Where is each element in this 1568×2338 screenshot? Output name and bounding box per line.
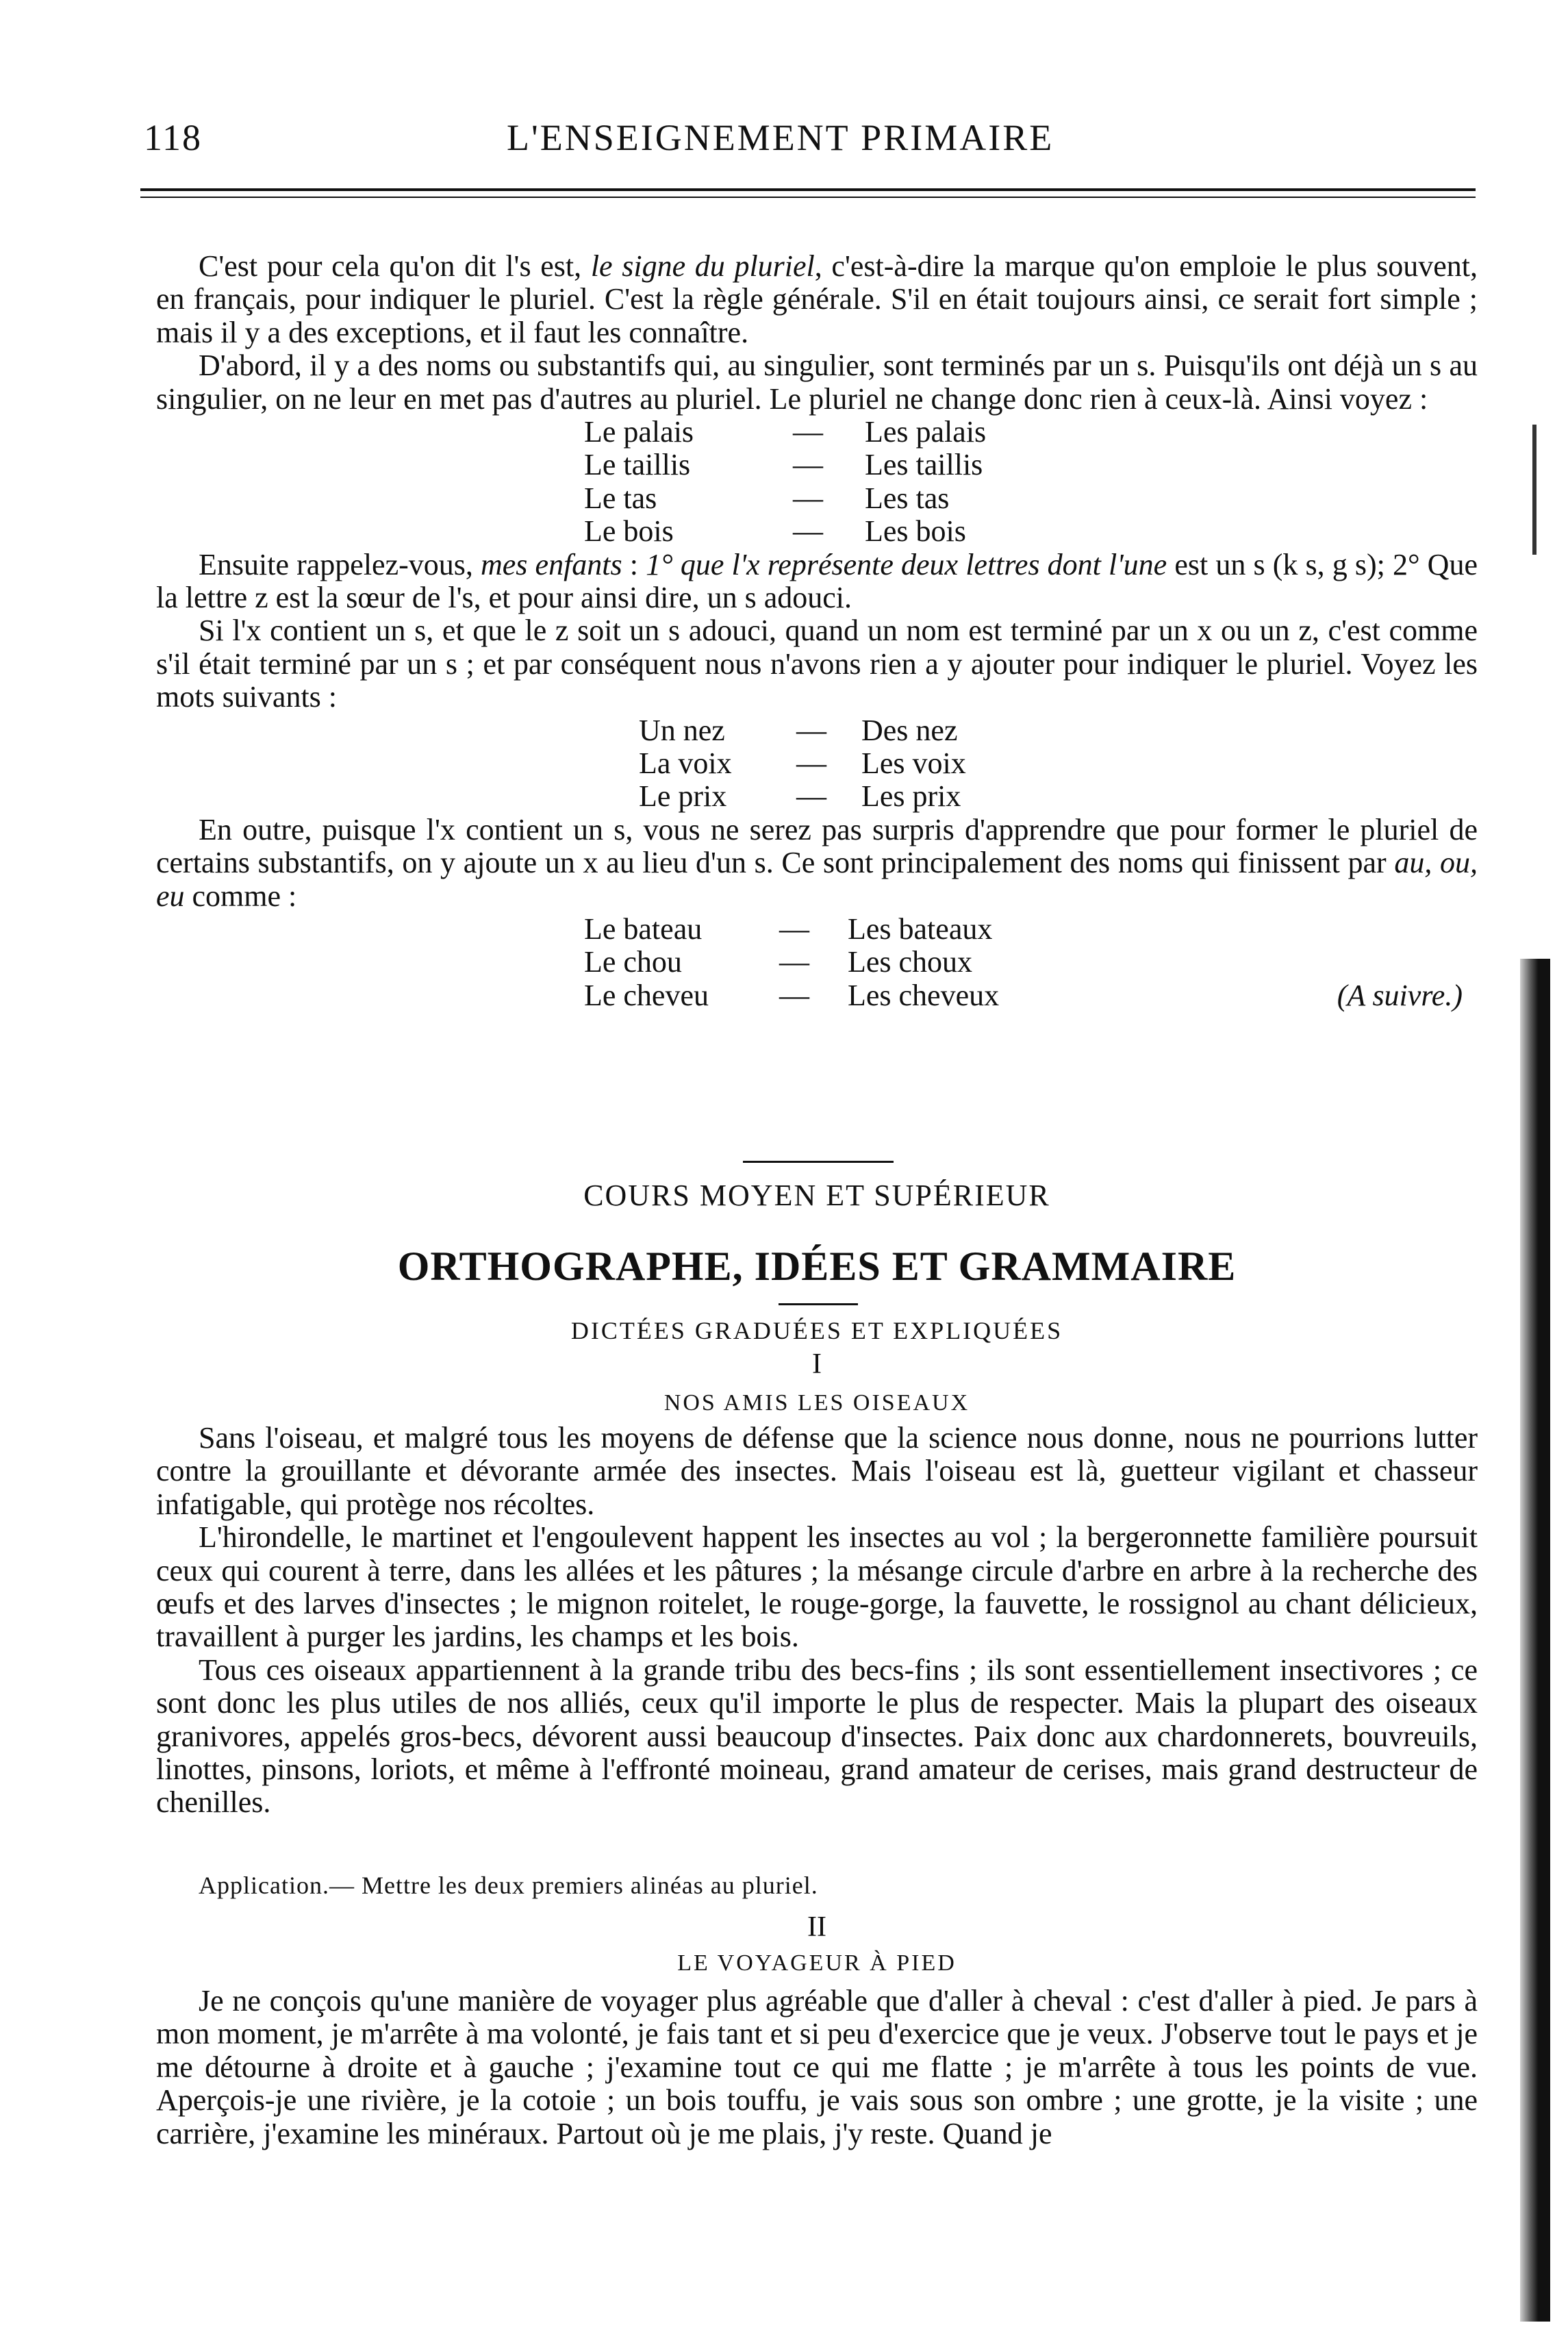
header-rule-thin: [140, 197, 1476, 198]
paragraph: Si l'x contient un s, et que le z soit un s adouci, quand un nom est terminé par un x ou un z, c'est comme s'il était terminé par un s ; et par conséquent nous n'avons rien a y ajouter pour indiquer le pluriel. Voyez les mots suivants :: [156, 614, 1478, 714]
application-note: Application.— Mettre les deux premiers alinéas au pluriel.: [199, 1872, 818, 1899]
example-row: Le prix — Les prix: [639, 779, 961, 814]
dictation-number: I: [812, 1348, 822, 1380]
lesson-body: [156, 250, 1478, 1012]
paragraph: Je ne conçois qu'une manière de voyager plus agréable que d'aller à cheval : c'est d'aller à pied. Je pars à mon moment, je m'arrête à ma volonté, je fais tant et si peu d'exercice que je veux. J'observe tout le pays et je me détourne à droite et à gauche ; j'examine tout ce qui me flatte ; je m'arrête à tous les points de vue. Aperçois-je une rivière, je la cotoie ; un bois touffu, je vais sous son ombre ; une grotte, je la visite ; une carrière, j'examine les minéraux. Partout où je me plais, j'y reste. Quand je: [156, 1984, 1478, 2150]
running-title: L'ENSEIGNEMENT PRIMAIRE: [507, 117, 1054, 158]
example-row: Le palais — Les palais: [584, 415, 987, 449]
example-row: La voix — Les voix: [639, 746, 966, 781]
continued-note: (A suivre.): [1337, 978, 1463, 1012]
example-row: Le tas — Les tas: [584, 481, 950, 515]
dictation-text: [156, 1422, 1478, 1820]
example-row: Un nez — Des nez: [639, 713, 958, 747]
example-row: Le chou — Les choux: [584, 945, 973, 979]
example-row: Le bateau — Les bateaux: [584, 912, 993, 946]
paragraph: D'abord, il y a des noms ou substantifs qui, au singulier, sont terminés par un s. Puisqu'ils ont déjà un s au singulier, on ne leur en met pas d'autres au pluriel. Le pluriel ne change donc rien à ceux-là. Ainsi voyez :: [156, 349, 1478, 416]
example-row: Le bois — Les bois: [584, 514, 966, 549]
dictation-title: NOS AMIS LES OISEAUX: [663, 1390, 970, 1416]
paragraph: Tous ces oiseaux appartiennent à la grande tribu des becs-fins ; ils sont essentiellement insectivores ; ce sont donc les plus utiles de nos alliés, ceux qu'il importe le plus de respecter. Mais la plupart des oiseaux granivores, appelés gros-becs, dévorent aussi beaucoup d'insectes. Paix donc aux chardonnerets, bouvreuils, linottes, pinsons, loriots, et même à l'effronté moineau, grand amateur de cerises, mais grand destructeur de chenilles.: [156, 1652, 1478, 1820]
subheading: DICTÉES GRADUÉES ET EXPLIQUÉES: [570, 1317, 1063, 1344]
paragraph: L'hirondelle, le martinet et l'engoulevent happent les insectes au vol ; la bergeronnette familière poursuit ceux qui courent à terre, dans les allées et les pâtures ; la mésange circule d'arbre en arbre à la recherche des œufs et des larves d'insectes ; le mignon roitelet, le rouge-gorge, la fauvette, le rossignol au chant délicieux, travaillent à purger les jardins, les champs et les bois.: [156, 1520, 1478, 1654]
title-divider: [779, 1303, 858, 1305]
scan-edge-shadow: [1520, 959, 1550, 2322]
example-row: Le cheveu — Les cheveux (A suivre.): [584, 978, 1463, 1012]
dictation-text: [156, 1985, 1478, 2150]
example-row: Le taillis — Les taillis: [584, 448, 983, 482]
paragraph: C'est pour cela qu'on dit l's est, le signe du pluriel, c'est-à-dire la marque qu'on emploie le plus souvent, en français, pour indiquer le pluriel. C'est la règle générale. S'il en était toujours ainsi, ce serait fort simple ; mais il y a des exceptions, et il faut les connaître.: [156, 249, 1478, 349]
paragraph: Ensuite rappelez-vous, mes enfants : 1° que l'x représente deux lettres dont l'une est un s (k s, g s); 2° Que la lettre z est la sœur de l's, et pour ainsi dire, un s adouci.: [156, 547, 1478, 614]
page-number: 118: [144, 117, 202, 158]
header-rule: [140, 188, 1476, 191]
paragraph: En outre, puisque l'x contient un s, vous ne serez pas surpris d'apprendre que pour former le pluriel de certains substantifs, on y ajoute un x au lieu d'un s. Ce sont principalement des noms qui finissent par au, ou, eu comme :: [156, 812, 1478, 913]
section-divider: [743, 1161, 894, 1163]
dictation-title: LE VOYAGEUR À PIED: [677, 1950, 957, 1976]
scan-edge-mark: [1532, 425, 1537, 555]
paragraph: Sans l'oiseau, et malgré tous les moyens de défense que la science nous donne, nous ne pourrions lutter contre la grouillante et dévorante armée des insectes. Mais l'oiseau est là, guetteur vigilant et chasseur infatigable, qui protège nos récoltes.: [156, 1421, 1478, 1521]
section-title: ORTHOGRAPHE, IDÉES ET GRAMMAIRE: [397, 1244, 1237, 1289]
course-heading: COURS MOYEN ET SUPÉRIEUR: [583, 1179, 1050, 1212]
dictation-number: II: [807, 1911, 826, 1943]
